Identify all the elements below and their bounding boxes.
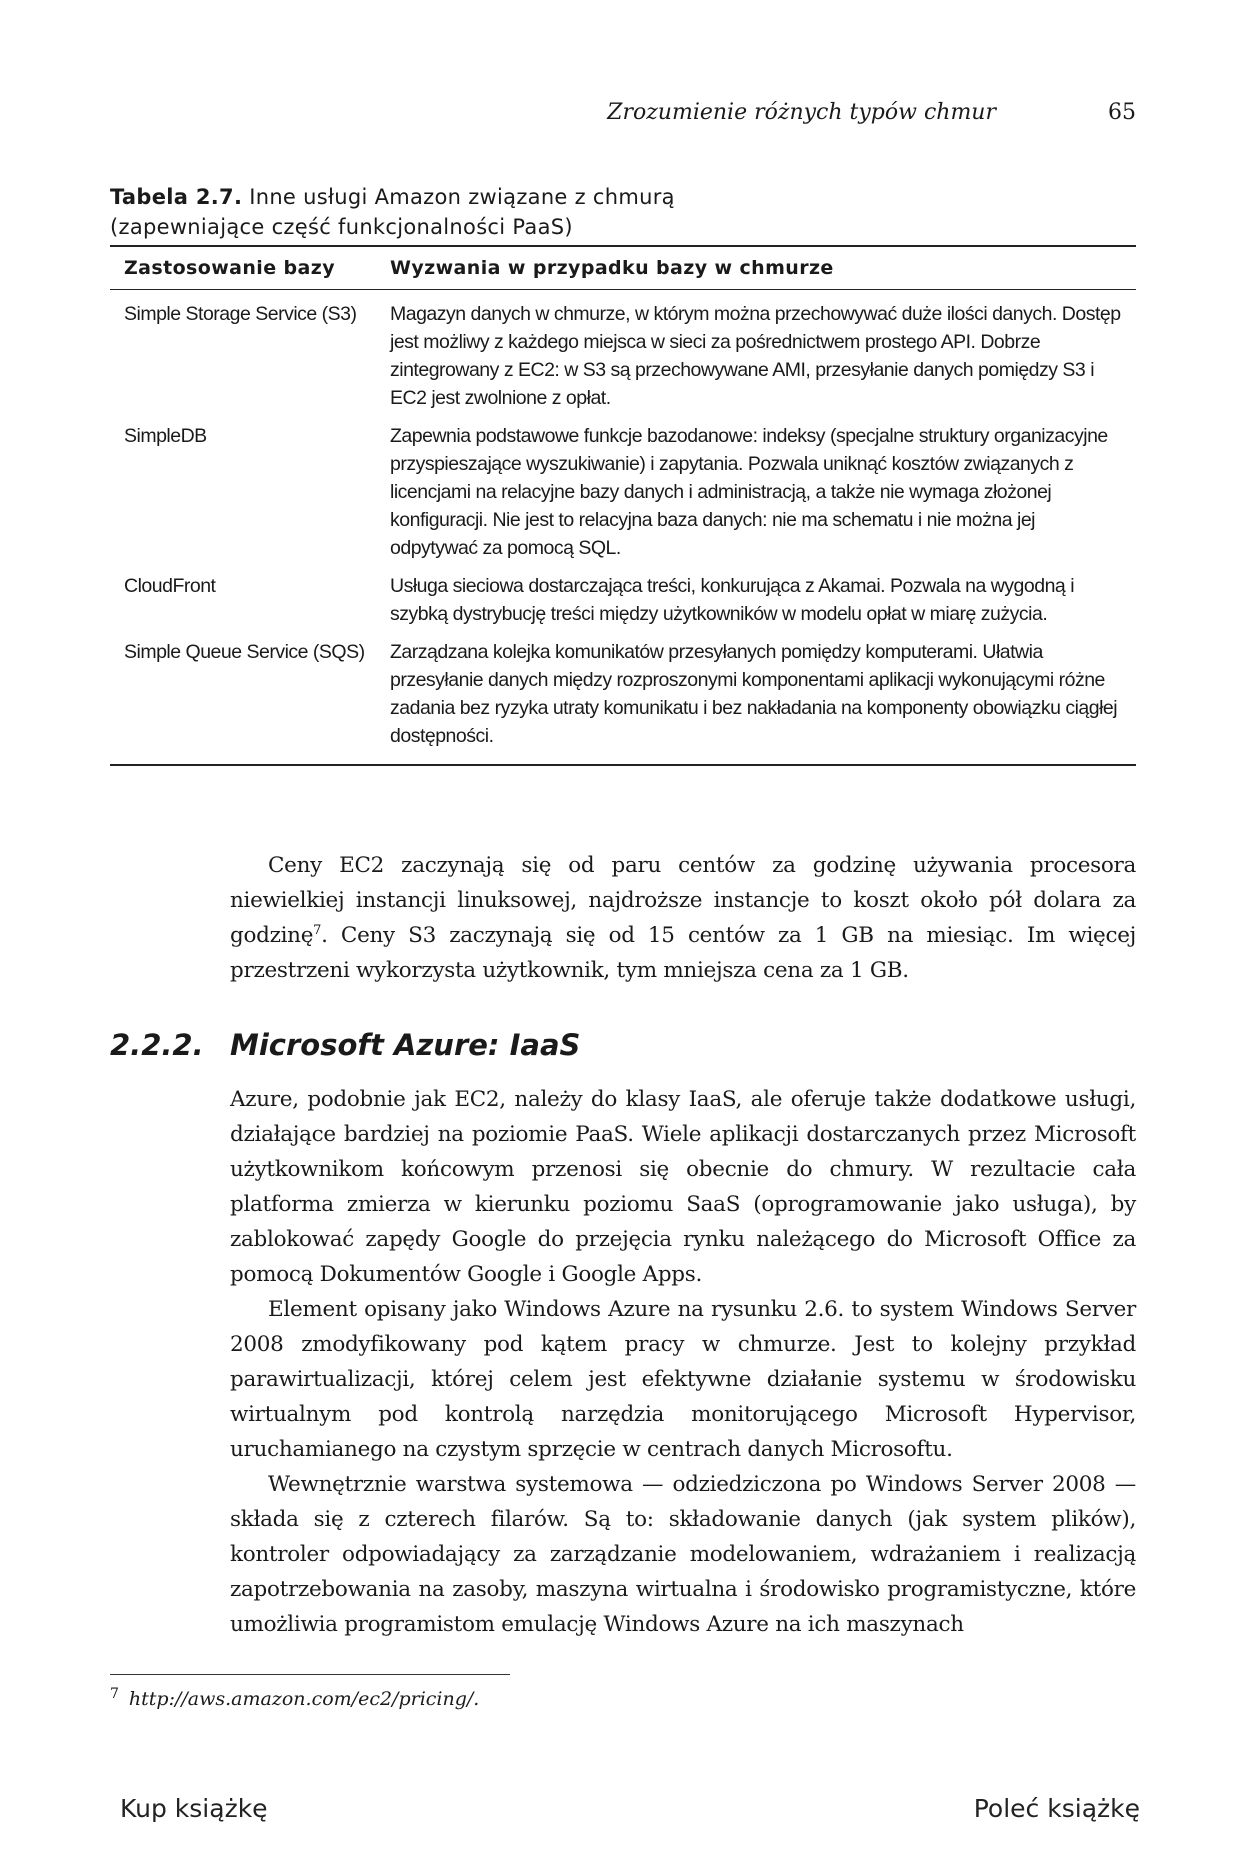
footnote	[110, 1685, 480, 1710]
table-caption-line2: (zapewniające część funkcjonalności PaaS)	[110, 215, 573, 239]
table-bottom-rule	[110, 764, 1136, 766]
table-cell-description: Zapewnia podstawowe funkcje bazodanowe: indeksy (specjalne struktury organizacyjne przyspieszające wyszukiwanie) i zapytania. Pozwala uniknąć kosztów związanych z licencjami na relacyjne bazy danych i administracją, a także nie wymaga złożonej konfiguracji. Nie jest to relacyjna baza danych: nie ma schematu i nie można jej odpytywać za pomocą SQL.	[390, 425, 1108, 559]
pricing-text-part2: . Ceny S3 zaczynają się od 15 centów za 1 GB na miesiąc. Im więcej przestrzeni wykorzysta użytkownik, tym mniejsza cena za 1 GB.	[230, 923, 1136, 983]
footnote-ref[interactable]: 7	[313, 922, 322, 938]
section-number: 2.2.2.	[110, 1028, 204, 1062]
running-header	[110, 100, 1136, 134]
pricing-paragraph-text	[230, 848, 1136, 988]
table-cell-description: Zarządzana kolejka komunikatów przesyłanych pomiędzy komputerami. Ułatwia przesyłanie danych między rozproszonymi komponentami aplikacji wykonującymi różne zadania bez ryzyka utraty komunikatu i bez nakładania na komponenty obowiązku ciągłej dostępności.	[390, 641, 1118, 747]
table-header-row	[110, 247, 1136, 289]
table-caption	[110, 182, 1136, 242]
recommend-book-link[interactable]: Poleć książkę	[973, 1794, 1140, 1823]
table-row	[110, 628, 1136, 750]
table-cell-service: CloudFront	[124, 575, 216, 597]
body-paragraph: Azure, podobnie jak EC2, należy do klasy IaaS, ale oferuje także dodatkowe usługi, działające bardziej na poziomie PaaS. Wiele aplikacji dostarczanych przez Microsoft użytkownikom końcowym przenosi się obecnie do chmury. W rezultacie cała platforma zmierza w kierunku poziomu SaaS (oprogramowanie jako usługa), by zablokować zapędy Google do przejęcia rynku należącego do Microsoft Office za pomocą Dokumentów Google i Google Apps.	[230, 1087, 1136, 1287]
pricing-text-part1: Ceny EC2 zaczynają się od paru centów za godzinę używania procesora niewielkiej instancji linuksowej, najdroższe instancje to koszt około pół dolara za godzinę	[230, 853, 1136, 948]
section-body	[230, 1082, 1136, 1642]
services-table	[110, 245, 1136, 766]
table-cell-service: Simple Queue Service (SQS)	[124, 641, 365, 663]
table-row	[110, 562, 1136, 628]
section-heading	[110, 1028, 580, 1062]
buy-book-link[interactable]: Kup książkę	[120, 1794, 268, 1823]
table-body	[110, 290, 1136, 764]
footnote-rule	[110, 1674, 510, 1675]
table-row	[110, 290, 1136, 412]
table-header-usage: Zastosowanie bazy	[124, 257, 335, 279]
running-header-title: Zrozumienie różnych typów chmur	[607, 100, 996, 125]
body-paragraph: Element opisany jako Windows Azure na rysunku 2.6. to system Windows Server 2008 zmodyfikowany pod kątem pracy w chmurze. Jest to kolejny przykład parawirtualizacji, której celem jest efektywne działanie systemu w środowisku wirtualnym pod kontrolą narzędzia monitorującego Microsoft Hypervisor, uruchamianego na czystym sprzęcie w centrach danych Microsoftu.	[230, 1297, 1136, 1462]
table-cell-service: SimpleDB	[124, 425, 207, 447]
footnote-number: 7	[110, 1685, 119, 1702]
table-cell-description: Usługa sieciowa dostarczająca treści, konkurująca z Akamai. Pozwala na wygodną i szybką dystrybucję treści między użytkowników w modelu opłat w miarę zużycia.	[390, 575, 1075, 625]
table-header-challenges: Wyzwania w przypadku bazy w chmurze	[390, 257, 834, 279]
body-paragraph: Wewnętrznie warstwa systemowa — odziedziczona po Windows Server 2008 — składa się z czterech filarów. Są to: składowanie danych (jak system plików), kontroler odpowiadający za zarządzanie modelowaniem, wdrażaniem i realizacją zapotrzebowania na zasoby, maszyna wirtualna i środowisko programistyczne, które umożliwia programistom emulację Windows Azure na ich maszynach	[230, 1472, 1136, 1637]
table-row	[110, 412, 1136, 562]
table-cell-description: Magazyn danych w chmurze, w którym można przechowywać duże ilości danych. Dostęp jest możliwy z każdego miejsca w sieci za pośrednictwem prostego API. Dobrze zintegrowany z EC2: w S3 są przechowywane AMI, przesyłanie danych pomiędzy S3 i EC2 jest zwolnione z opłat.	[390, 303, 1121, 409]
section-title: Microsoft Azure: IaaS	[230, 1028, 581, 1062]
page-number: 65	[1108, 100, 1136, 125]
table-caption-label: Tabela 2.7.	[110, 185, 243, 209]
table-cell-service: Simple Storage Service (S3)	[124, 303, 357, 325]
footnote-link[interactable]: http://aws.amazon.com/ec2/pricing/.	[128, 1688, 480, 1710]
pricing-paragraph	[230, 848, 1136, 988]
table-caption-text: Inne usługi Amazon związane z chmurą	[242, 185, 675, 209]
